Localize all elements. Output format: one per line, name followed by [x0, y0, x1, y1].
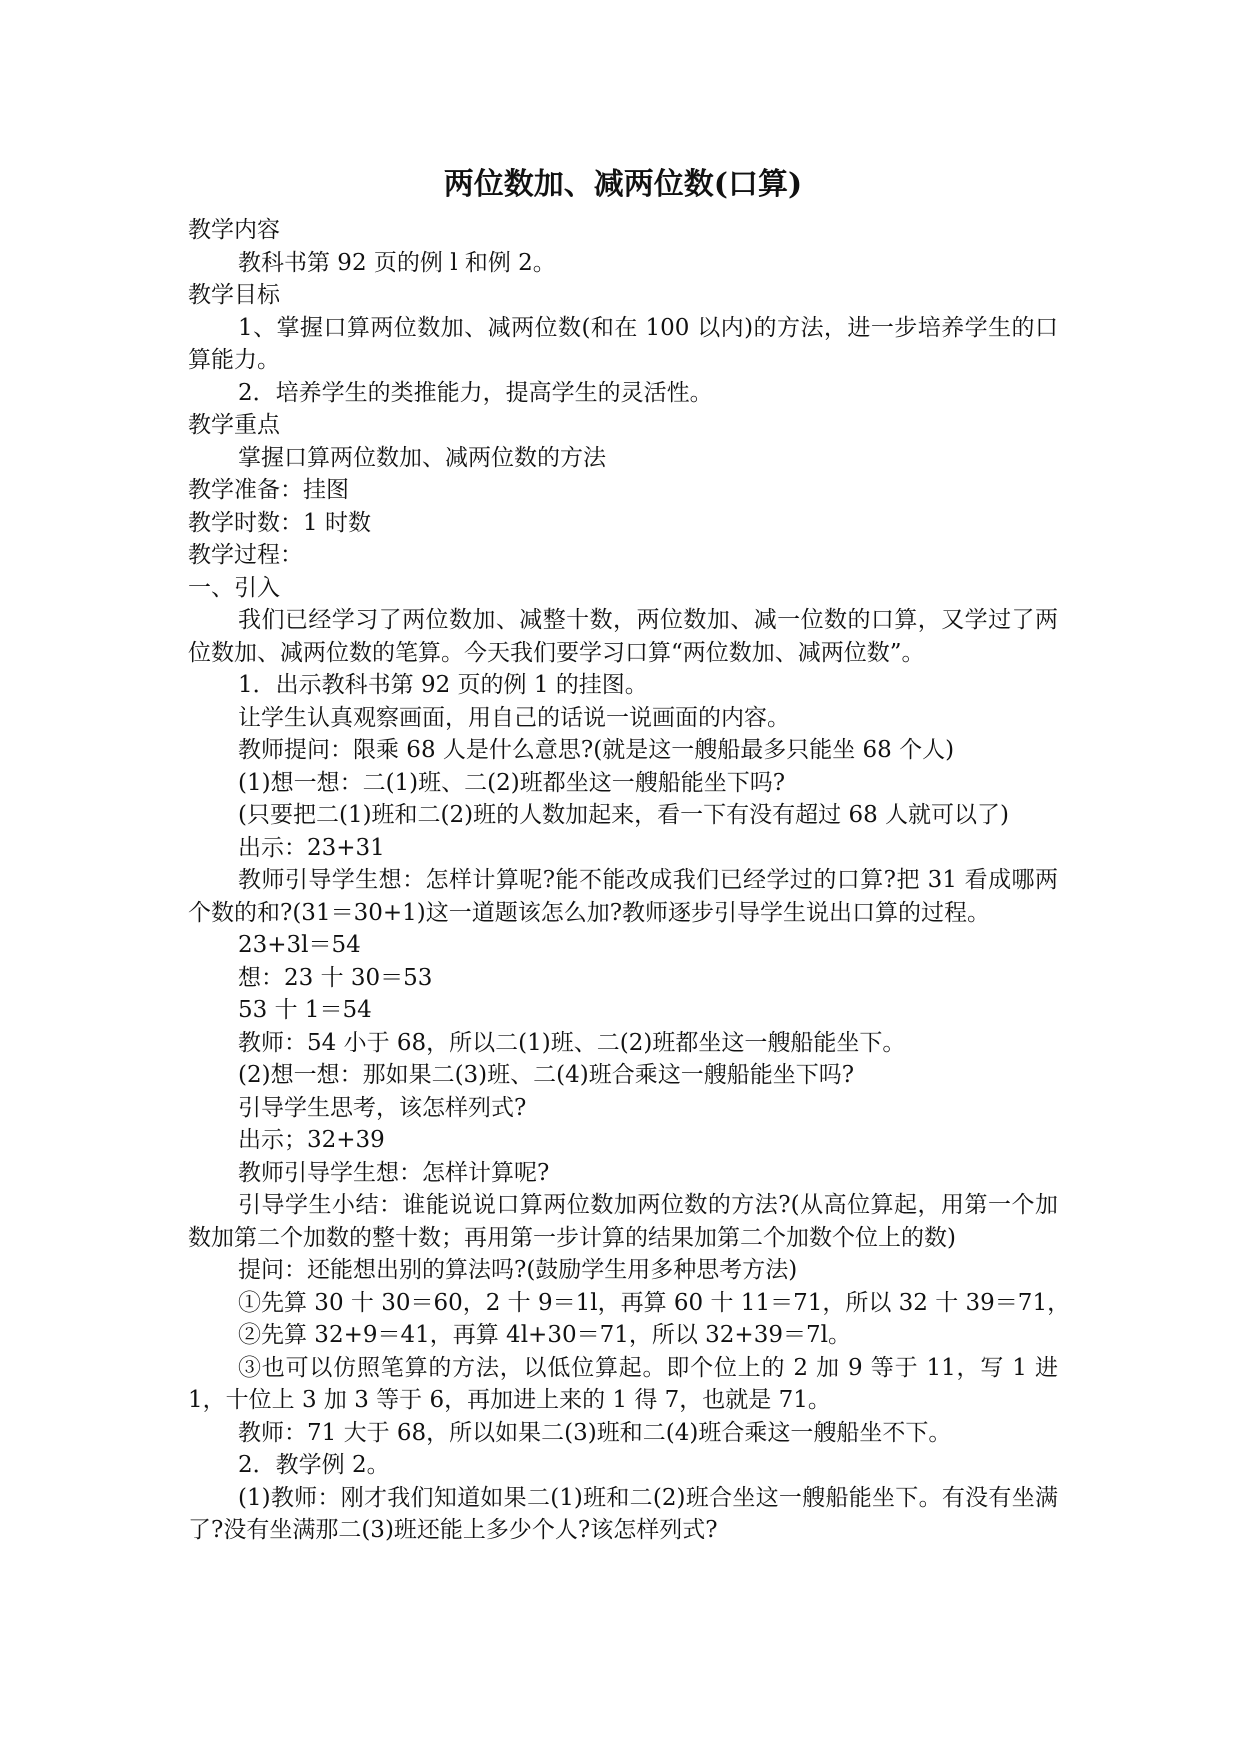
- text-line: 教师引导学生想：怎样计算呢?能不能改成我们已经学过的口算?把 31 看成哪两个数的和?(31＝30+1)这一道题该怎么加?教师逐步引导学生说出口算的过程。: [188, 867, 1058, 926]
- text-line: 教师提问：限乘 68 人是什么意思?(就是这一艘船最多只能坐 68 个人): [238, 737, 955, 763]
- text-line: (只要把二(1)班和二(2)班的人数加起来，看一下有没有超过 68 人就可以了): [238, 802, 1009, 828]
- text-line: (1)想一想：二(1)班、二(2)班都坐这一艘船能坐下吗?: [238, 769, 786, 796]
- text-line: ③也可以仿照笔算的方法，以低位算起。即个位上的 2 加 9 等于 11，写 1 进 1，十位上 3 加 3 等于 6，再加进上来的 1 得 7，也就是 71。: [188, 1354, 1059, 1413]
- document-title: 两位数加、减两位数(口算): [443, 167, 803, 202]
- text-line: 想：23 十 30＝53: [238, 964, 433, 991]
- text-line: 2．培养学生的类推能力，提高学生的灵活性。: [238, 379, 713, 406]
- text-line: 53 十 1＝54: [238, 997, 372, 1023]
- text-line: 让学生认真观察画面，用自己的话说一说画面的内容。: [238, 704, 790, 731]
- document-page: [188, 158, 1071, 1547]
- text-line: (2)想一想：那如果二(3)班、二(4)班合乘这一艘船能坐下吗?: [238, 1062, 855, 1088]
- text-line: 引导学生小结：谁能说说口算两位数加两位数的方法?(从高位算起，用第一个加数加第二个加数的整十数；再用第一步计算的结果加第二个加数个位上的数): [188, 1192, 1058, 1251]
- text-line: 教学目标: [188, 282, 280, 308]
- text-line: 提问：还能想出别的算法吗?(鼓励学生用多种思考方法): [238, 1257, 798, 1283]
- text-line: 引导学生思考，该怎样列式?: [238, 1094, 527, 1121]
- text-line: ②先算 32+9＝41，再算 4l+30＝71，所以 32+39＝7l。: [238, 1322, 851, 1348]
- document-body: [188, 214, 1071, 1547]
- text-line: 教学重点: [188, 412, 280, 438]
- text-line: 教师：71 大于 68，所以如果二(3)班和二(4)班合乘这一艘船坐不下。: [238, 1419, 952, 1446]
- text-line: 一、引入: [188, 574, 280, 601]
- text-line: 1．出示教科书第 92 页的例 1 的挂图。: [238, 672, 648, 698]
- text-line: 教学时数：1 时数: [188, 509, 371, 536]
- text-line: (1)教师：刚才我们知道如果二(1)班和二(2)班合坐这一艘船能坐下。有没有坐满了?没有坐满那二(3)班还能上多少个人?该怎样列式?: [188, 1484, 1058, 1543]
- text-line: 掌握口算两位数加、减两位数的方法: [238, 444, 606, 471]
- text-line: 我们已经学习了两位数加、减整十数，两位数加、减一位数的口算，又学过了两位数加、减两位数的笔算。今天我们要学习口算“两位数加、减两位数”。: [188, 607, 1058, 666]
- text-line: 1、掌握口算两位数加、减两位数(和在 100 以内)的方法，进一步培养学生的口算能力。: [188, 314, 1058, 373]
- text-line: 2．教学例 2。: [238, 1452, 390, 1478]
- text-line: 教科书第 92 页的例 l 和例 2。: [238, 249, 556, 276]
- text-line: 出示；32+39: [238, 1127, 385, 1153]
- text-line: 23+3l＝54: [238, 932, 361, 958]
- text-line: 教师引导学生想：怎样计算呢?: [238, 1159, 550, 1186]
- text-line: 教学内容: [188, 217, 280, 243]
- text-line: 教师：54 小于 68，所以二(1)班、二(2)班都坐这一艘船能坐下。: [238, 1029, 906, 1056]
- text-line: 教学准备：挂图: [188, 477, 349, 503]
- text-line: 教学过程：: [188, 542, 303, 568]
- text-line: 出示：23+31: [238, 834, 385, 861]
- text-line: ①先算 30 十 30＝60，2 十 9＝1l，再算 60 十 11＝71，所以 32 十 39＝71，: [238, 1289, 1071, 1316]
